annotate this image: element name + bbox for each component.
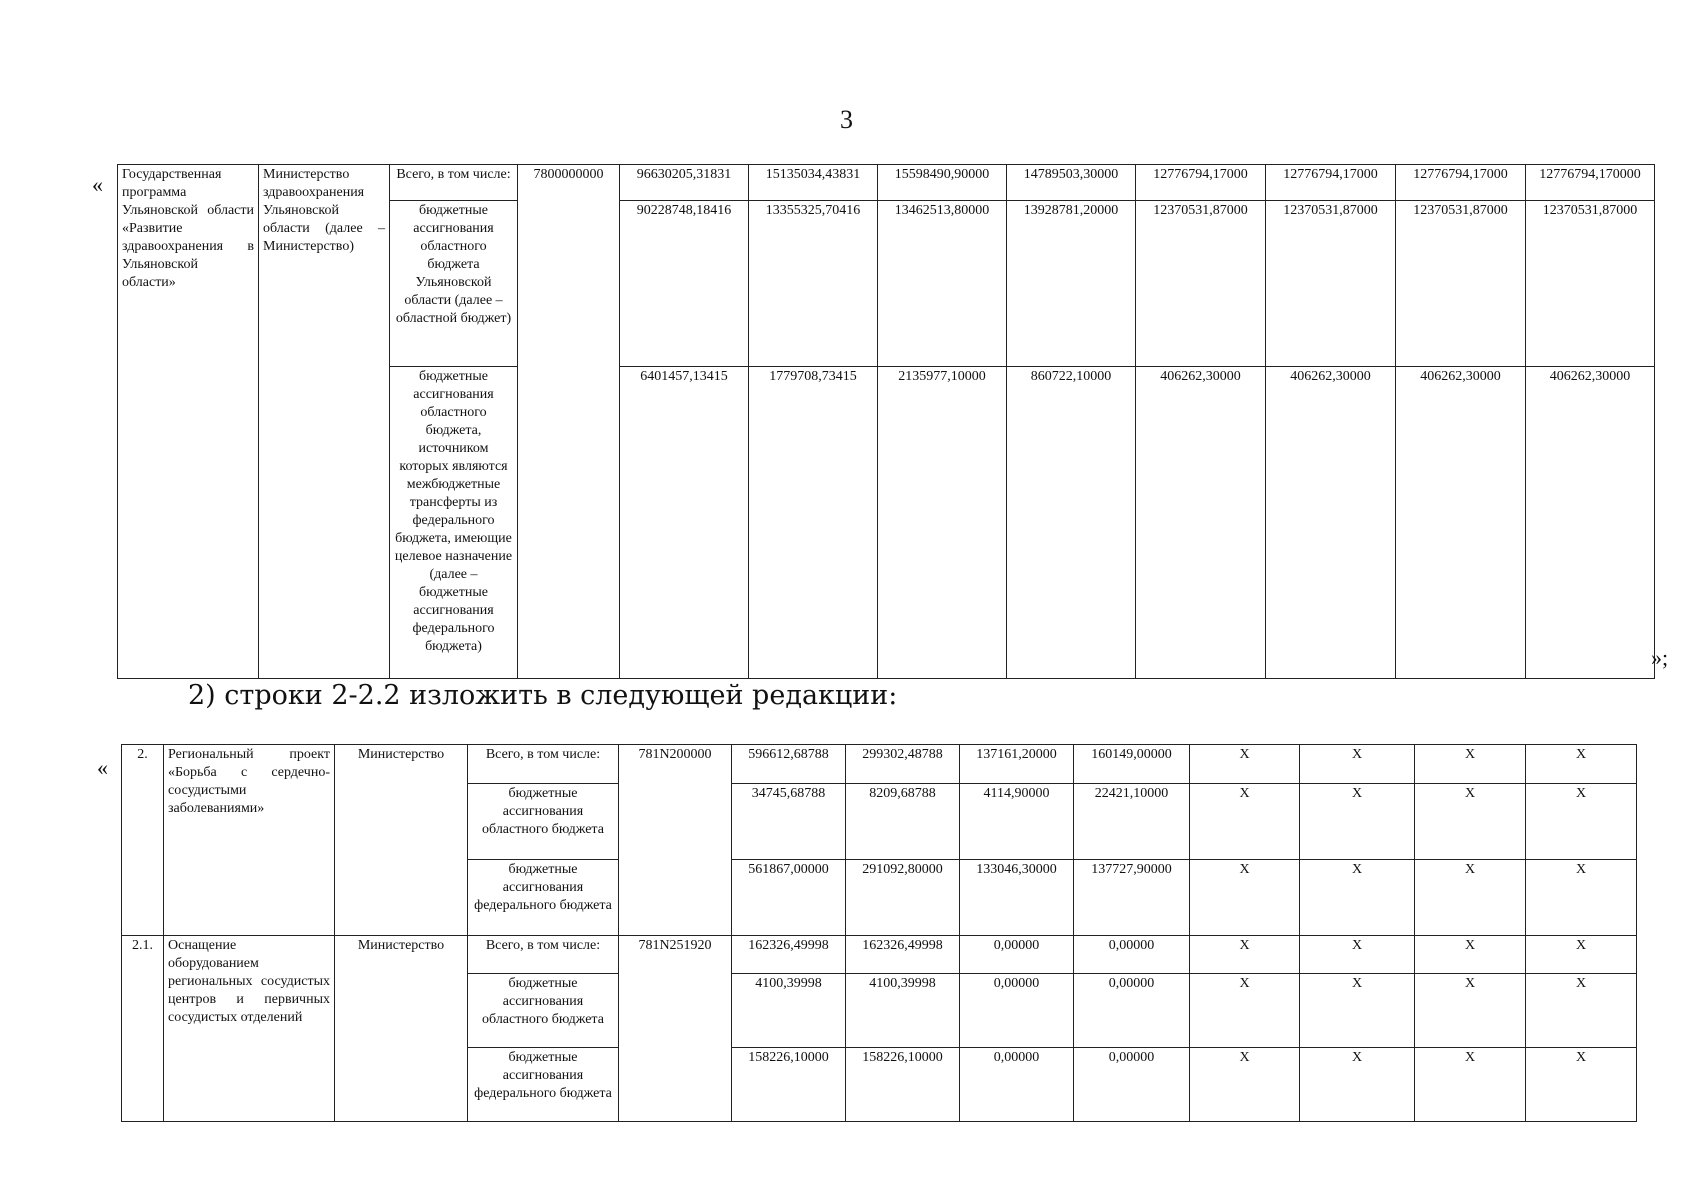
- value-cell: 162326,49998: [846, 936, 960, 974]
- value-cell: X: [1415, 1048, 1526, 1122]
- row-label: Всего, в том числе:: [468, 936, 619, 974]
- row-label: бюджетные ассигнования федерального бюджета: [468, 1048, 619, 1122]
- value-cell: X: [1415, 974, 1526, 1048]
- value-cell: 12370531,87000: [1526, 201, 1655, 367]
- value-cell: 0,00000: [960, 1048, 1074, 1122]
- value-cell: 13928781,20000: [1007, 201, 1136, 367]
- value-cell: 22421,10000: [1074, 784, 1190, 860]
- value-cell: 0,00000: [960, 936, 1074, 974]
- value-cell: X: [1415, 860, 1526, 936]
- open-quote-2: «: [97, 755, 108, 780]
- row-label: бюджетные ассигнования областного бюджета: [468, 784, 619, 860]
- item-number: 2.: [122, 745, 164, 936]
- value-cell: 12370531,87000: [1396, 201, 1526, 367]
- value-cell: 406262,30000: [1136, 367, 1266, 679]
- value-cell: X: [1526, 860, 1637, 936]
- value-cell: 13462513,80000: [878, 201, 1007, 367]
- value-cell: 12370531,87000: [1266, 201, 1396, 367]
- value-cell: X: [1526, 974, 1637, 1048]
- value-cell: X: [1190, 745, 1300, 784]
- budget-code: 781N251920: [619, 936, 732, 1122]
- executor-name: Министерство: [335, 745, 468, 936]
- value-cell: 12776794,17000: [1266, 165, 1396, 201]
- value-cell: 0,00000: [960, 974, 1074, 1048]
- value-cell: 406262,30000: [1396, 367, 1526, 679]
- value-cell: X: [1190, 860, 1300, 936]
- value-cell: 561867,00000: [732, 860, 846, 936]
- value-cell: 14789503,30000: [1007, 165, 1136, 201]
- value-cell: 137727,90000: [1074, 860, 1190, 936]
- value-cell: X: [1526, 936, 1637, 974]
- value-cell: 12370531,87000: [1136, 201, 1266, 367]
- section-heading: 2) строки 2-2.2 изложить в следующей редакции:: [188, 680, 898, 711]
- table-row: [118, 165, 1655, 201]
- row-label: бюджетные ассигнования федерального бюджета: [468, 860, 619, 936]
- value-cell: 15598490,90000: [878, 165, 1007, 201]
- value-cell: X: [1300, 860, 1415, 936]
- value-cell: 860722,10000: [1007, 367, 1136, 679]
- executor-name: Министерство здравоохранения Ульяновской области (далее – Министерство): [259, 165, 390, 679]
- value-cell: 4114,90000: [960, 784, 1074, 860]
- value-cell: X: [1526, 745, 1637, 784]
- value-cell: 0,00000: [1074, 1048, 1190, 1122]
- value-cell: 12776794,17000: [1136, 165, 1266, 201]
- budget-code: 7800000000: [518, 165, 620, 679]
- executor-name: Министерство: [335, 936, 468, 1122]
- value-cell: X: [1190, 1048, 1300, 1122]
- value-cell: X: [1300, 936, 1415, 974]
- page-number: 3: [840, 105, 853, 134]
- value-cell: 12776794,170000: [1526, 165, 1655, 201]
- value-cell: X: [1190, 784, 1300, 860]
- value-cell: 133046,30000: [960, 860, 1074, 936]
- value-cell: X: [1190, 936, 1300, 974]
- value-cell: 12776794,17000: [1396, 165, 1526, 201]
- value-cell: X: [1300, 745, 1415, 784]
- value-cell: 13355325,70416: [749, 201, 878, 367]
- value-cell: 158226,10000: [732, 1048, 846, 1122]
- value-cell: 6401457,13415: [620, 367, 749, 679]
- item-number: 2.1.: [122, 936, 164, 1122]
- value-cell: 160149,00000: [1074, 745, 1190, 784]
- value-cell: X: [1190, 974, 1300, 1048]
- value-cell: 291092,80000: [846, 860, 960, 936]
- value-cell: 2135977,10000: [878, 367, 1007, 679]
- value-cell: X: [1526, 784, 1637, 860]
- value-cell: 96630205,31831: [620, 165, 749, 201]
- value-cell: X: [1300, 974, 1415, 1048]
- value-cell: 162326,49998: [732, 936, 846, 974]
- value-cell: 4100,39998: [846, 974, 960, 1048]
- value-cell: 4100,39998: [732, 974, 846, 1048]
- open-quote-1: «: [92, 172, 103, 197]
- budget-code: 781N200000: [619, 745, 732, 936]
- program-name: Государственная программа Ульяновской области «Развитие здравоохранения в Ульяновской области»: [118, 165, 259, 679]
- row-label: бюджетные ассигнования областного бюджета: [468, 974, 619, 1048]
- close-quote: »;: [1651, 645, 1669, 670]
- value-cell: 34745,68788: [732, 784, 846, 860]
- value-cell: X: [1415, 936, 1526, 974]
- row-label: Всего, в том числе:: [468, 745, 619, 784]
- budget-table-program: [117, 164, 1655, 679]
- value-cell: X: [1415, 784, 1526, 860]
- value-cell: 299302,48788: [846, 745, 960, 784]
- value-cell: 596612,68788: [732, 745, 846, 784]
- project-name: Оснащение оборудованием региональных сосудистых центров и первичных сосудистых отделений: [164, 936, 335, 1122]
- row-label: бюджетные ассигнования областного бюджета, источником которых являются межбюджетные трансферты из федерального бюджета, имеющие целевое назначение (далее – бюджетные ассигнования федерального бюджета): [390, 367, 518, 679]
- value-cell: 90228748,18416: [620, 201, 749, 367]
- value-cell: X: [1300, 1048, 1415, 1122]
- value-cell: 406262,30000: [1266, 367, 1396, 679]
- value-cell: 15135034,43831: [749, 165, 878, 201]
- row-label: бюджетные ассигнования областного бюджета Ульяновской области (далее – областной бюджет): [390, 201, 518, 367]
- value-cell: 158226,10000: [846, 1048, 960, 1122]
- table-row: [122, 936, 1637, 974]
- value-cell: 0,00000: [1074, 974, 1190, 1048]
- budget-table-projects: [121, 744, 1637, 1122]
- value-cell: 1779708,73415: [749, 367, 878, 679]
- value-cell: 406262,30000: [1526, 367, 1655, 679]
- project-name: Региональный проект «Борьба с сердечно-сосудистыми заболеваниями»: [164, 745, 335, 936]
- value-cell: X: [1415, 745, 1526, 784]
- row-label: Всего, в том числе:: [390, 165, 518, 201]
- value-cell: 0,00000: [1074, 936, 1190, 974]
- table-row: [122, 745, 1637, 784]
- value-cell: 137161,20000: [960, 745, 1074, 784]
- value-cell: 8209,68788: [846, 784, 960, 860]
- value-cell: X: [1300, 784, 1415, 860]
- value-cell: X: [1526, 1048, 1637, 1122]
